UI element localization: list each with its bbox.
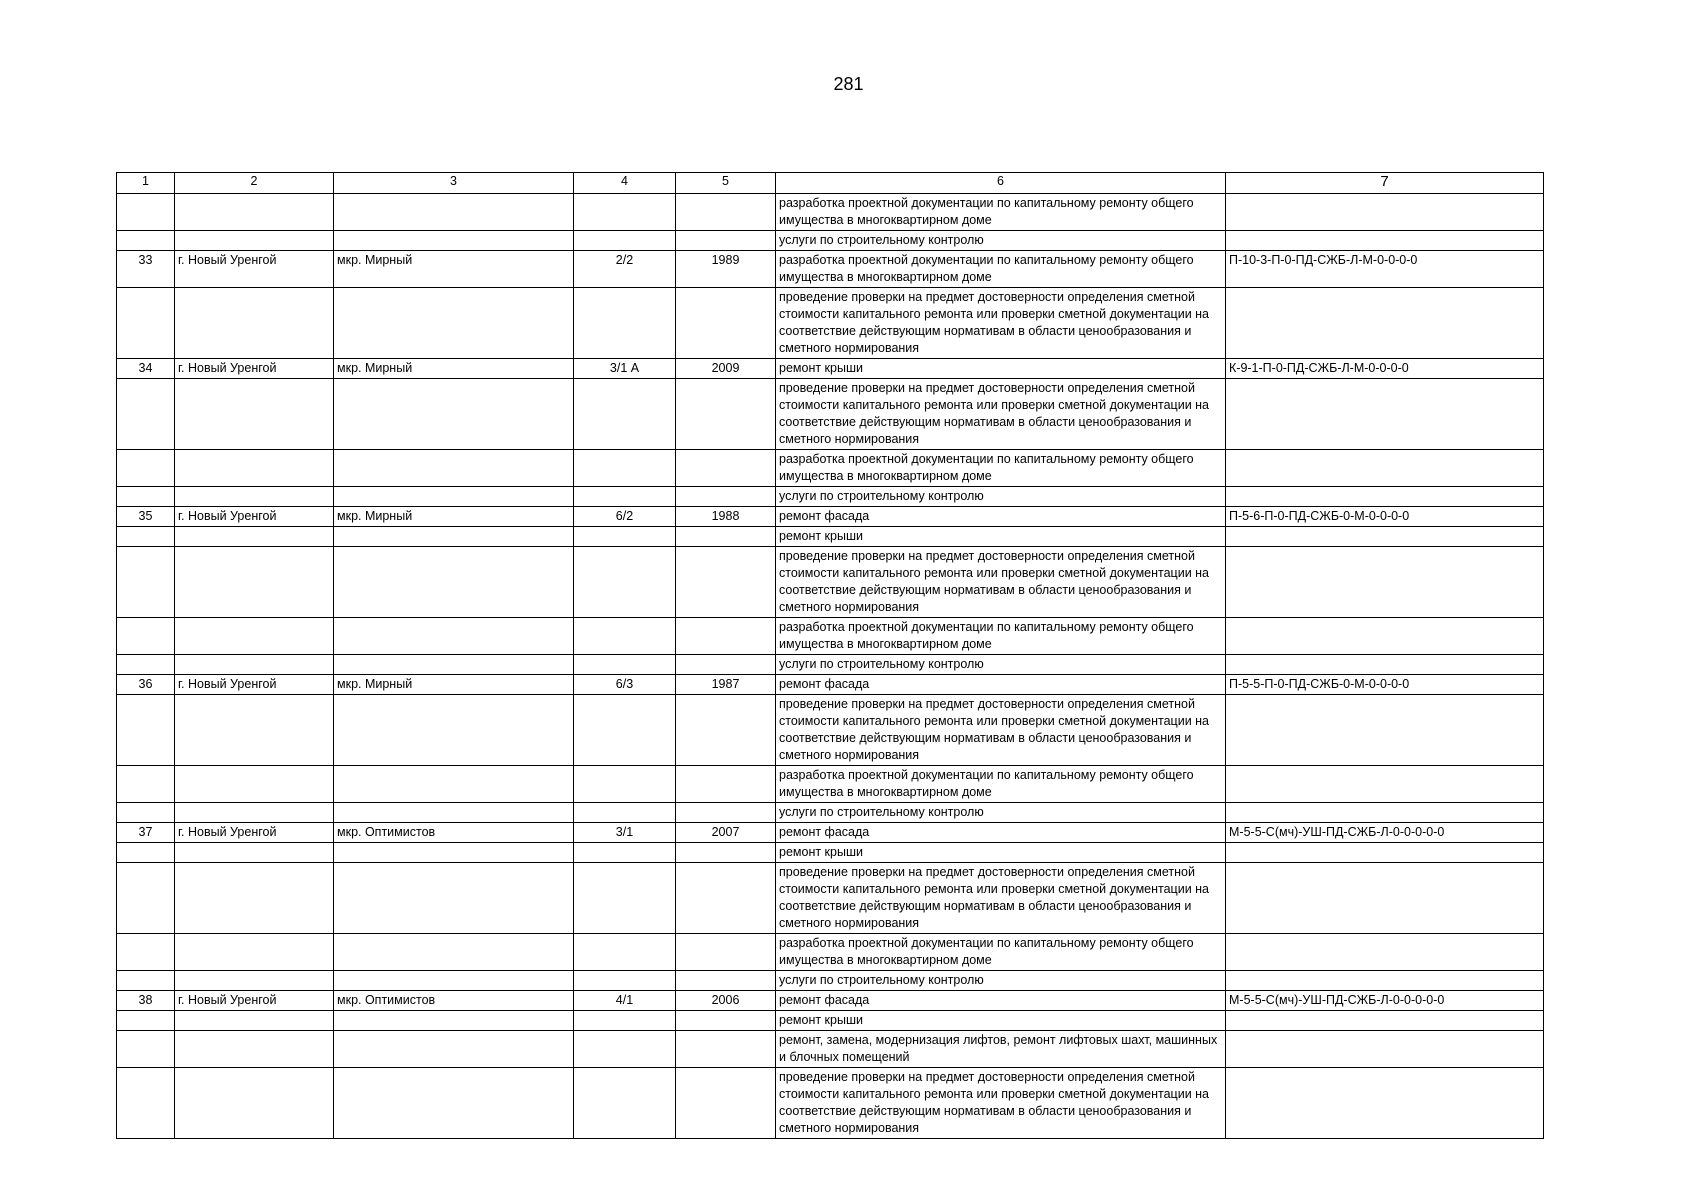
cell-code [1226, 1068, 1544, 1139]
cell-number [117, 803, 175, 823]
cell-year [676, 288, 776, 359]
table-row [117, 487, 1544, 507]
table-row [117, 971, 1544, 991]
cell-city [175, 695, 334, 766]
cell-code [1226, 288, 1544, 359]
cell-code [1226, 1031, 1544, 1068]
cell-house [574, 843, 676, 863]
table-row [117, 194, 1544, 231]
cell-house [574, 1011, 676, 1031]
cell-house [574, 934, 676, 971]
cell-city [175, 379, 334, 450]
cell-district [334, 450, 574, 487]
cell-work-type: ремонт фасада [776, 823, 1226, 843]
cell-year [676, 971, 776, 991]
cell-work-type: разработка проектной документации по капитальному ремонту общего имущества в многоквартирном доме [776, 450, 1226, 487]
cell-house: 3/1 А [574, 359, 676, 379]
table-row [117, 1031, 1544, 1068]
cell-house: 6/3 [574, 675, 676, 695]
cell-district [334, 863, 574, 934]
cell-year [676, 379, 776, 450]
cell-district [334, 1031, 574, 1068]
cell-district: мкр. Мирный [334, 507, 574, 527]
cell-district: мкр. Мирный [334, 251, 574, 288]
cell-year [676, 695, 776, 766]
cell-number [117, 843, 175, 863]
cell-house [574, 1031, 676, 1068]
cell-city [175, 487, 334, 507]
cell-work-type: услуги по строительному контролю [776, 803, 1226, 823]
cell-year [676, 1011, 776, 1031]
cell-year: 2006 [676, 991, 776, 1011]
cell-house [574, 766, 676, 803]
cell-district: мкр. Мирный [334, 675, 574, 695]
cell-number [117, 655, 175, 675]
page-number: 281 [833, 74, 864, 94]
cell-code [1226, 934, 1544, 971]
table-row [117, 547, 1544, 618]
cell-year: 1989 [676, 251, 776, 288]
table-row [117, 934, 1544, 971]
cell-work-type: проведение проверки на предмет достоверности определения сметной стоимости капитального ремонта или проверки сметной документации на соответствие действующим нормативам в области ценообразования и сметного нормирования [776, 547, 1226, 618]
cell-city [175, 843, 334, 863]
table-row [117, 359, 1544, 379]
cell-city [175, 618, 334, 655]
cell-code [1226, 450, 1544, 487]
cell-work-type: проведение проверки на предмет достоверности определения сметной стоимости капитального ремонта или проверки сметной документации на соответствие действующим нормативам в области ценообразования и сметного нормирования [776, 1068, 1226, 1139]
table-row [117, 863, 1544, 934]
cell-code: К-9-1-П-0-ПД-СЖБ-Л-М-0-0-0-0 [1226, 359, 1544, 379]
table-row [117, 991, 1544, 1011]
cell-district [334, 655, 574, 675]
cell-code: П-5-5-П-0-ПД-СЖБ-0-М-0-0-0-0 [1226, 675, 1544, 695]
cell-number [117, 618, 175, 655]
cell-year [676, 803, 776, 823]
cell-city [175, 766, 334, 803]
header-col-7: 7 [1226, 173, 1544, 194]
cell-house [574, 547, 676, 618]
cell-city [175, 194, 334, 231]
cell-year [676, 450, 776, 487]
cell-city [175, 655, 334, 675]
cell-code: П-5-6-П-0-ПД-СЖБ-0-М-0-0-0-0 [1226, 507, 1544, 527]
cell-city [175, 231, 334, 251]
header-row [117, 173, 1544, 194]
cell-city [175, 547, 334, 618]
cell-city: г. Новый Уренгой [175, 991, 334, 1011]
cell-code [1226, 527, 1544, 547]
cell-city [175, 527, 334, 547]
cell-district [334, 547, 574, 618]
cell-year [676, 527, 776, 547]
cell-number: 38 [117, 991, 175, 1011]
cell-number [117, 288, 175, 359]
cell-work-type: разработка проектной документации по капитальному ремонту общего имущества в многоквартирном доме [776, 618, 1226, 655]
cell-work-type: проведение проверки на предмет достоверности определения сметной стоимости капитального ремонта или проверки сметной документации на соответствие действующим нормативам в области ценообразования и сметного нормирования [776, 695, 1226, 766]
cell-house [574, 971, 676, 991]
cell-work-type: ремонт крыши [776, 1011, 1226, 1031]
table-row [117, 450, 1544, 487]
cell-district [334, 527, 574, 547]
cell-number [117, 231, 175, 251]
table-row [117, 766, 1544, 803]
cell-work-type: ремонт фасада [776, 991, 1226, 1011]
cell-house [574, 231, 676, 251]
cell-year [676, 231, 776, 251]
cell-city [175, 934, 334, 971]
cell-work-type: услуги по строительному контролю [776, 971, 1226, 991]
header-col-2: 2 [175, 173, 334, 194]
cell-house [574, 655, 676, 675]
table-row [117, 695, 1544, 766]
table-row [117, 803, 1544, 823]
cell-number [117, 547, 175, 618]
cell-work-type: разработка проектной документации по капитальному ремонту общего имущества в многоквартирном доме [776, 766, 1226, 803]
cell-district [334, 803, 574, 823]
cell-house: 4/1 [574, 991, 676, 1011]
cell-house [574, 194, 676, 231]
cell-district [334, 1068, 574, 1139]
cell-city: г. Новый Уренгой [175, 359, 334, 379]
cell-code [1226, 843, 1544, 863]
cell-district [334, 843, 574, 863]
cell-number [117, 1031, 175, 1068]
cell-code [1226, 766, 1544, 803]
cell-work-type: услуги по строительному контролю [776, 655, 1226, 675]
cell-district [334, 695, 574, 766]
cell-number [117, 1011, 175, 1031]
header-col-4: 4 [574, 173, 676, 194]
cell-house [574, 863, 676, 934]
cell-number [117, 863, 175, 934]
cell-code [1226, 618, 1544, 655]
cell-number: 34 [117, 359, 175, 379]
cell-district [334, 231, 574, 251]
cell-work-type: услуги по строительному контролю [776, 487, 1226, 507]
table-row [117, 507, 1544, 527]
cell-city [175, 1011, 334, 1031]
cell-district [334, 379, 574, 450]
cell-city [175, 450, 334, 487]
table-row [117, 618, 1544, 655]
cell-number [117, 695, 175, 766]
table-header [117, 173, 1544, 194]
table-row [117, 823, 1544, 843]
cell-code [1226, 231, 1544, 251]
cell-district [334, 618, 574, 655]
cell-code: М-5-5-С(мч)-УШ-ПД-СЖБ-Л-0-0-0-0-0 [1226, 991, 1544, 1011]
cell-district: мкр. Оптимистов [334, 823, 574, 843]
cell-district [334, 194, 574, 231]
table-row [117, 379, 1544, 450]
table-row [117, 843, 1544, 863]
cell-year: 2007 [676, 823, 776, 843]
cell-city: г. Новый Уренгой [175, 675, 334, 695]
cell-year [676, 1068, 776, 1139]
cell-number: 37 [117, 823, 175, 843]
table-row [117, 231, 1544, 251]
cell-year [676, 547, 776, 618]
cell-year [676, 766, 776, 803]
cell-city: г. Новый Уренгой [175, 507, 334, 527]
cell-work-type: ремонт крыши [776, 843, 1226, 863]
cell-year [676, 194, 776, 231]
cell-house [574, 1068, 676, 1139]
cell-number [117, 971, 175, 991]
cell-work-type: услуги по строительному контролю [776, 231, 1226, 251]
cell-work-type: ремонт фасада [776, 675, 1226, 695]
cell-code [1226, 971, 1544, 991]
cell-city: г. Новый Уренгой [175, 823, 334, 843]
cell-house [574, 803, 676, 823]
cell-number [117, 379, 175, 450]
cell-house: 6/2 [574, 507, 676, 527]
cell-district [334, 934, 574, 971]
table-row [117, 527, 1544, 547]
cell-house [574, 618, 676, 655]
cell-house [574, 487, 676, 507]
cell-number: 35 [117, 507, 175, 527]
cell-work-type: разработка проектной документации по капитальному ремонту общего имущества в многоквартирном доме [776, 194, 1226, 231]
cell-number [117, 194, 175, 231]
table-row [117, 1011, 1544, 1031]
cell-number [117, 934, 175, 971]
cell-number [117, 487, 175, 507]
header-col-6: 6 [776, 173, 1226, 194]
header-col-5: 5 [676, 173, 776, 194]
table-row [117, 1068, 1544, 1139]
cell-house [574, 527, 676, 547]
table-body [117, 194, 1544, 1139]
cell-year: 1988 [676, 507, 776, 527]
cell-house [574, 450, 676, 487]
cell-work-type: проведение проверки на предмет достоверности определения сметной стоимости капитального ремонта или проверки сметной документации на соответствие действующим нормативам в области ценообразования и сметного нормирования [776, 863, 1226, 934]
cell-work-type: ремонт фасада [776, 507, 1226, 527]
cell-code [1226, 655, 1544, 675]
cell-district: мкр. Мирный [334, 359, 574, 379]
cell-year [676, 655, 776, 675]
cell-code [1226, 379, 1544, 450]
table-row [117, 251, 1544, 288]
cell-number [117, 1068, 175, 1139]
cell-house: 2/2 [574, 251, 676, 288]
table-row [117, 675, 1544, 695]
cell-year [676, 934, 776, 971]
works-table [116, 172, 1544, 1139]
cell-number [117, 450, 175, 487]
cell-number: 36 [117, 675, 175, 695]
cell-work-type: проведение проверки на предмет достоверности определения сметной стоимости капитального ремонта или проверки сметной документации на соответствие действующим нормативам в области ценообразования и сметного нормирования [776, 288, 1226, 359]
cell-district: мкр. Оптимистов [334, 991, 574, 1011]
cell-work-type: ремонт, замена, модернизация лифтов, ремонт лифтовых шахт, машинных и блочных помещений [776, 1031, 1226, 1068]
cell-number [117, 527, 175, 547]
cell-city [175, 971, 334, 991]
cell-work-type: ремонт крыши [776, 527, 1226, 547]
cell-year [676, 618, 776, 655]
cell-code: П-10-3-П-0-ПД-СЖБ-Л-М-0-0-0-0 [1226, 251, 1544, 288]
cell-code [1226, 695, 1544, 766]
table-row [117, 288, 1544, 359]
cell-work-type: разработка проектной документации по капитальному ремонту общего имущества в многоквартирном доме [776, 251, 1226, 288]
cell-work-type: разработка проектной документации по капитальному ремонту общего имущества в многоквартирном доме [776, 934, 1226, 971]
table-row [117, 655, 1544, 675]
cell-year [676, 843, 776, 863]
cell-year [676, 1031, 776, 1068]
cell-number: 33 [117, 251, 175, 288]
cell-work-type: ремонт крыши [776, 359, 1226, 379]
cell-code [1226, 1011, 1544, 1031]
header-col-1: 1 [117, 173, 175, 194]
cell-city [175, 1068, 334, 1139]
cell-city [175, 863, 334, 934]
cell-house: 3/1 [574, 823, 676, 843]
cell-code [1226, 803, 1544, 823]
cell-city [175, 1031, 334, 1068]
cell-code [1226, 547, 1544, 618]
cell-year [676, 487, 776, 507]
cell-district [334, 487, 574, 507]
cell-code: М-5-5-С(мч)-УШ-ПД-СЖБ-Л-0-0-0-0-0 [1226, 823, 1544, 843]
cell-code [1226, 194, 1544, 231]
cell-district [334, 971, 574, 991]
cell-year: 2009 [676, 359, 776, 379]
cell-house [574, 379, 676, 450]
cell-city: г. Новый Уренгой [175, 251, 334, 288]
header-col-3: 3 [334, 173, 574, 194]
cell-work-type: проведение проверки на предмет достоверности определения сметной стоимости капитального ремонта или проверки сметной документации на соответствие действующим нормативам в области ценообразования и сметного нормирования [776, 379, 1226, 450]
cell-year [676, 863, 776, 934]
cell-district [334, 288, 574, 359]
cell-city [175, 288, 334, 359]
cell-code [1226, 863, 1544, 934]
cell-district [334, 766, 574, 803]
cell-code [1226, 487, 1544, 507]
cell-house [574, 695, 676, 766]
cell-district [334, 1011, 574, 1031]
cell-city [175, 803, 334, 823]
cell-year: 1987 [676, 675, 776, 695]
cell-number [117, 766, 175, 803]
cell-house [574, 288, 676, 359]
